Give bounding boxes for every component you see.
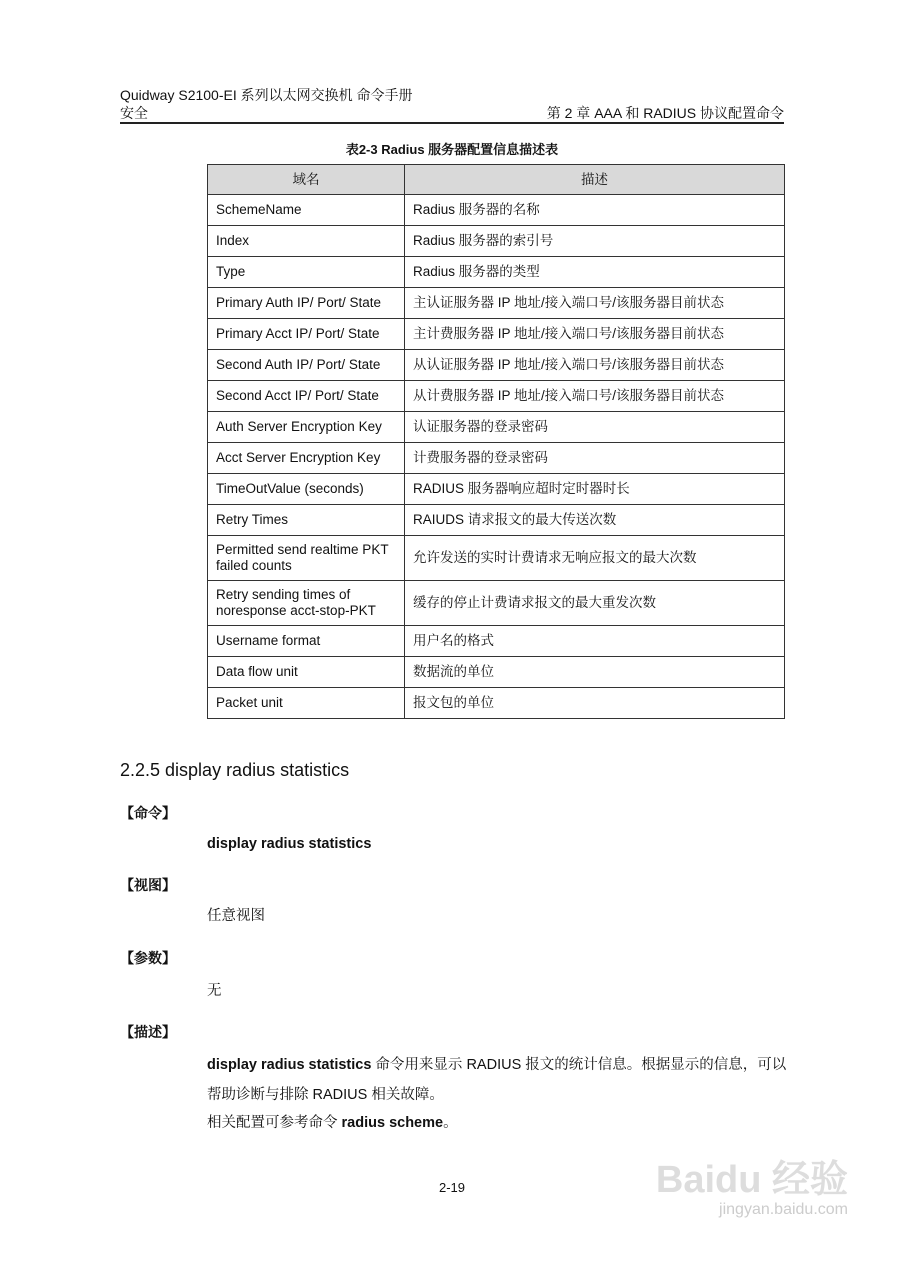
description-rest: 命令用来显示 RADIUS 报文的统计信息。根据显示的信息，可以帮助诊断与排除 RADIUS 相关故障。 [207,1057,787,1103]
field-name-cell: Data flow unit [208,657,405,688]
field-name-cell: Username format [208,626,405,657]
view-label: 【视图】 [120,877,176,893]
field-description-cell: RAIUDS 请求报文的最大传送次数 [405,505,785,536]
field-name-cell: Permitted send realtime PKT failed counts [208,536,405,581]
header-title: Quidway S2100-EI 系列以太网交换机 命令手册 [120,87,413,103]
watermark-url: jingyan.baidu.com [719,1201,848,1218]
table-row [208,381,785,412]
field-name-cell: Retry sending times of noresponse acct-stop-PKT [208,581,405,626]
table-row [208,412,785,443]
command-text: display radius statistics [207,836,372,852]
table-row [208,288,785,319]
field-name-cell: Auth Server Encryption Key [208,412,405,443]
field-description-cell: 从计费服务器 IP 地址/接入端口号/该服务器目前状态 [405,381,785,412]
field-name-cell: TimeOutValue (seconds) [208,474,405,505]
table-row [208,319,785,350]
table-row [208,626,785,657]
table-row [208,581,785,626]
field-description-cell: 计费服务器的登录密码 [405,443,785,474]
table-caption: 表2-3 Radius 服务器配置信息描述表 [345,142,559,157]
field-description-cell: 报文包的单位 [405,688,785,719]
column-header: 描述 [405,165,785,195]
field-name-cell: Second Auth IP/ Port/ State [208,350,405,381]
field-description-cell: 缓存的停止计费请求报文的最大重发次数 [405,581,785,626]
description-text [207,1050,787,1110]
table-row [208,443,785,474]
field-description-cell: 主计费服务器 IP 地址/接入端口号/该服务器目前状态 [405,319,785,350]
table-row [208,657,785,688]
watermark-logo: Baidu 经验 [655,1159,848,1201]
reference-prefix: 相关配置可参考命令 [207,1115,342,1131]
reference-suffix: 。 [443,1115,458,1131]
description-label: 【描述】 [120,1024,176,1040]
table-row [208,688,785,719]
field-description-cell: 数据流的单位 [405,657,785,688]
table-row [208,226,785,257]
view-text: 任意视图 [207,908,265,924]
command-label: 【命令】 [120,805,176,821]
section-title: 2.2.5 display radius statistics [120,760,350,780]
table-row [208,536,785,581]
radius-config-table [207,164,785,719]
table-row [208,505,785,536]
field-name-cell: Primary Acct IP/ Port/ State [208,319,405,350]
field-description-cell: Radius 服务器的类型 [405,257,785,288]
field-name-cell: Second Acct IP/ Port/ State [208,381,405,412]
header-chapter: 第 2 章 AAA 和 RADIUS 协议配置命令 [546,105,784,121]
header-subtitle: 安全 [120,105,148,121]
table-row [208,474,785,505]
field-name-cell: Retry Times [208,505,405,536]
field-name-cell: Primary Auth IP/ Port/ State [208,288,405,319]
field-description-cell: Radius 服务器的名称 [405,195,785,226]
field-name-cell: Index [208,226,405,257]
reference-text [207,1108,787,1138]
field-name-cell: Type [208,257,405,288]
field-name-cell: SchemeName [208,195,405,226]
field-name-cell: Acct Server Encryption Key [208,443,405,474]
field-description-cell: 用户名的格式 [405,626,785,657]
field-description-cell: 认证服务器的登录密码 [405,412,785,443]
description-command: display radius statistics [207,1057,372,1073]
page-number: 2-19 [438,1180,466,1195]
param-label: 【参数】 [120,950,176,966]
field-description-cell: 允许发送的实时计费请求无响应报文的最大次数 [405,536,785,581]
field-description-cell: RADIUS 服务器响应超时定时器时长 [405,474,785,505]
table-row [208,350,785,381]
column-header: 域名 [208,165,405,195]
table-row [208,195,785,226]
table-row [208,257,785,288]
field-description-cell: 从认证服务器 IP 地址/接入端口号/该服务器目前状态 [405,350,785,381]
reference-command: radius scheme [341,1115,444,1131]
header-rule [120,122,784,124]
field-description-cell: Radius 服务器的索引号 [405,226,785,257]
baidu-watermark [656,1160,848,1220]
field-description-cell: 主认证服务器 IP 地址/接入端口号/该服务器目前状态 [405,288,785,319]
param-text: 无 [207,983,222,999]
field-name-cell: Packet unit [208,688,405,719]
